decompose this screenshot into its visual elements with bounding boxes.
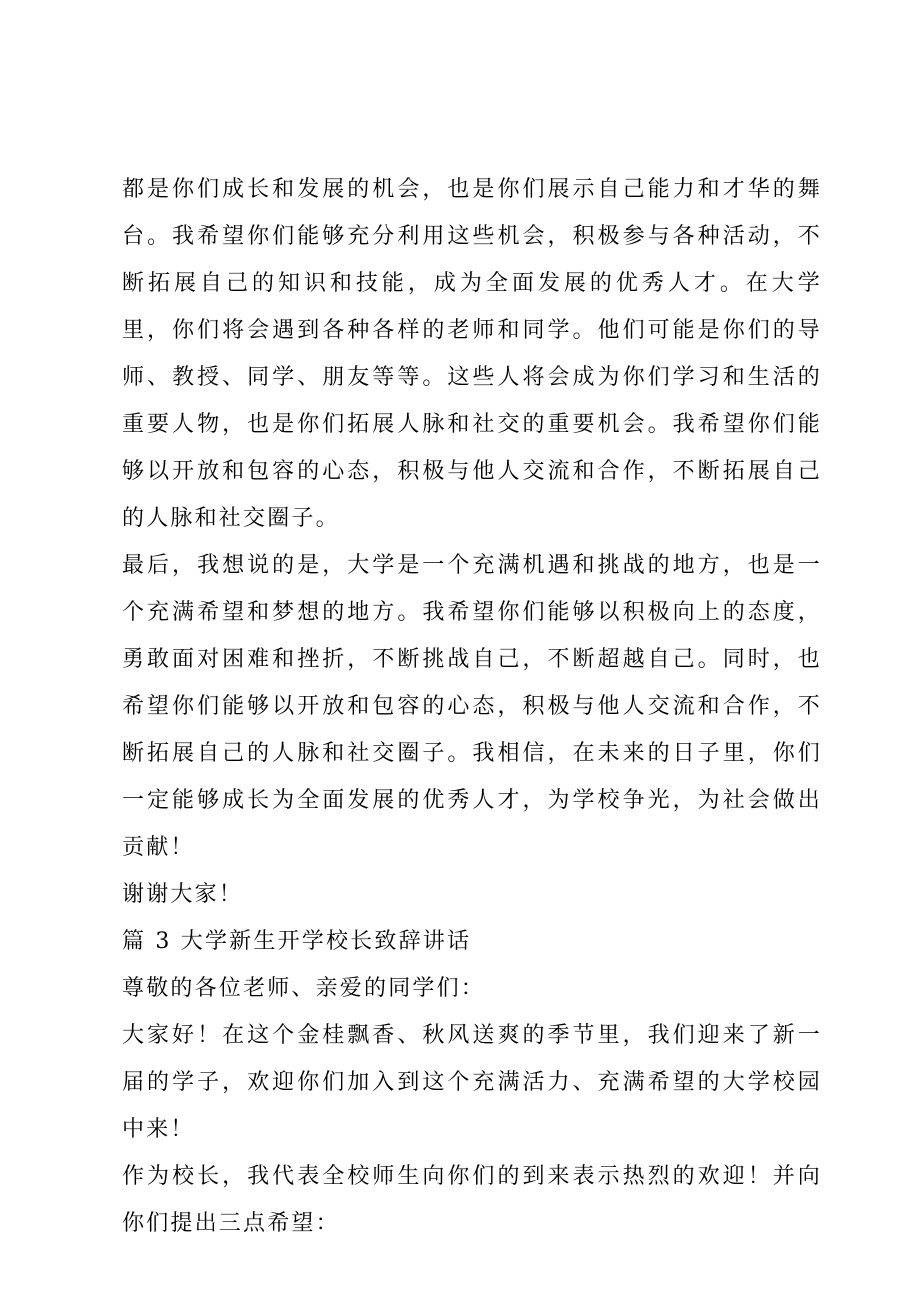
paragraph-opportunities: 都是你们成长和发展的机会，也是你们展示自己能力和才华的舞台。我希望你们能够充分利用这些机会，积极参与各种活动，不断拓展自己的知识和技能，成为全面发展的优秀人才。在大学里，你们将会遇到各种各样的老师和同学。他们可能是你们的导师、教授、同学、朋友等等。这些人将会成为你们学习和生活的重要人物，也是你们拓展人脉和社交的重要机会。我希望你们能够以开放和包容的心态，积极与他人交流和合作，不断拓展自己的人脉和社交圈子。 xyxy=(122,177,822,531)
paragraph-welcome: 大家好！在这个金桂飘香、秋风送爽的季节里，我们迎来了新一届的学子，欢迎你们加入到这个充满活力、充满希望的大学校园中来！ xyxy=(122,1023,822,1142)
paragraph-closing: 最后，我想说的是，大学是一个充满机遇和挑战的地方，也是一个充满希望和梦想的地方。我希望你们能够以积极向上的态度，勇敢面对困难和挫折，不断挑战自己，不断超越自己。同时，也希望你们能够以开放和包容的心态，积极与他人交流和合作，不断拓展自己的人脉和社交圈子。我相信，在未来的日子里，你们一定能够成长为全面发展的优秀人才，为学校争光，为社会做出贡献！ xyxy=(122,553,822,860)
paragraph-thanks: 谢谢大家！ xyxy=(122,882,244,907)
paragraph-hopes: 作为校长，我代表全校师生向你们的到来表示热烈的欢迎！并向你们提出三点希望： xyxy=(122,1164,822,1236)
section-title: 篇 3 大学新生开学校长致辞讲话 xyxy=(122,929,472,954)
salutation: 尊敬的各位老师、亲爱的同学们： xyxy=(122,976,486,1001)
document-body xyxy=(122,166,822,1247)
